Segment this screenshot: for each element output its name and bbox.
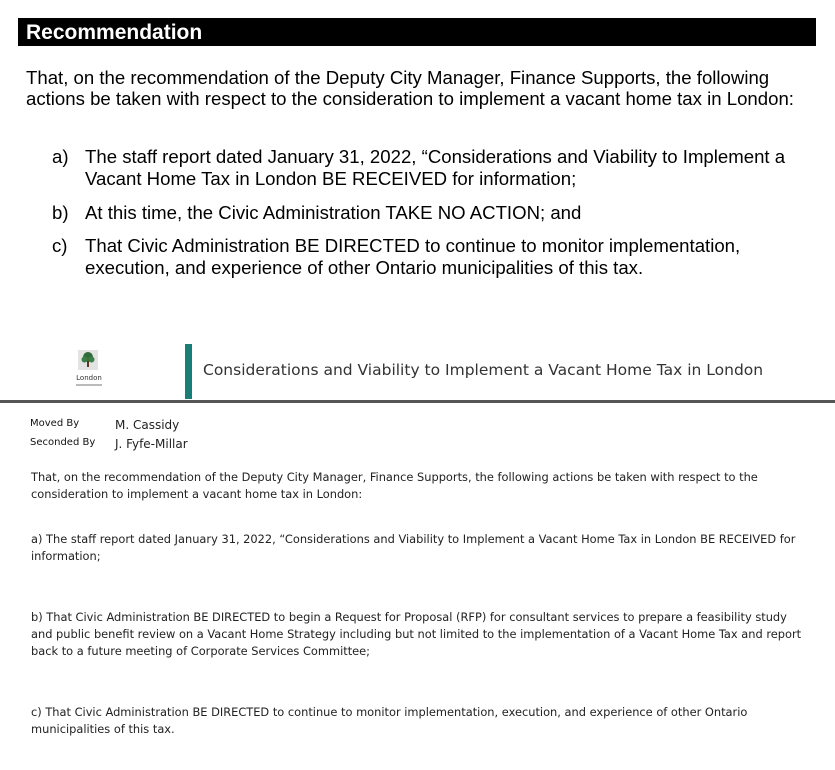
accent-bar [185,344,192,399]
minutes-excerpt [0,338,835,770]
excerpt-item-b: b) That Civic Administration BE DIRECTED to begin a Request for Proposal (RFP) for consultant services to prepare a feasibility study and public benefit review on a Vacant Home Strategy including but not limited to the implementation of a Vacant Home Tax and report back to a future meeting of Corporate Services Committee; [31,610,802,658]
london-logo [72,350,106,390]
excerpt-intro: That, on the recommendation of the Deputy City Manager, Finance Supports, the following actions be taken with respect to the consideration to implement a vacant home tax in London: [31,470,758,501]
item-text: The staff report dated January 31, 2022, “Considerations and Viability to Implement a Vacant Home Tax in London BE RECEIVED for information; [85,146,786,189]
item-letter: a) [52,146,69,167]
excerpt-title: Considerations and Viability to Implement a Vacant Home Tax in London [203,361,764,379]
seconded-by-value: J. Fyfe-Millar [115,437,188,451]
excerpt-item-a: a) The staff report dated January 31, 2022, “Considerations and Viability to Implement a Vacant Home Tax in London BE RECEIVED for information; [31,532,796,563]
seconded-by-label: Seconded By [30,437,96,448]
item-text: At this time, the Civic Administration TAKE NO ACTION; and [85,202,582,223]
recommendation-heading: Recommendation [26,21,203,44]
moved-by-label: Moved By [30,418,80,429]
moved-by-value: M. Cassidy [115,418,180,432]
recommendation-intro: That, on the recommendation of the Deputy City Manager, Finance Supports, the following actions be taken with respect to the consideration to implement a vacant home tax in London: [26,67,794,109]
header-rule [0,400,835,403]
logo-text: London [76,374,102,382]
item-letter: c) [52,235,68,256]
excerpt-item-c: c) That Civic Administration BE DIRECTED to continue to monitor implementation, execution, and experience of other Ontario municipalities of this tax. [31,705,748,736]
tree-icon [78,350,98,370]
logo-underline [76,384,102,386]
item-text: That Civic Administration BE DIRECTED to continue to monitor implementation, execution, and experience of other Ontario municipalities of this tax. [85,235,741,278]
item-letter: b) [52,202,69,223]
recommendation-banner [18,18,816,46]
